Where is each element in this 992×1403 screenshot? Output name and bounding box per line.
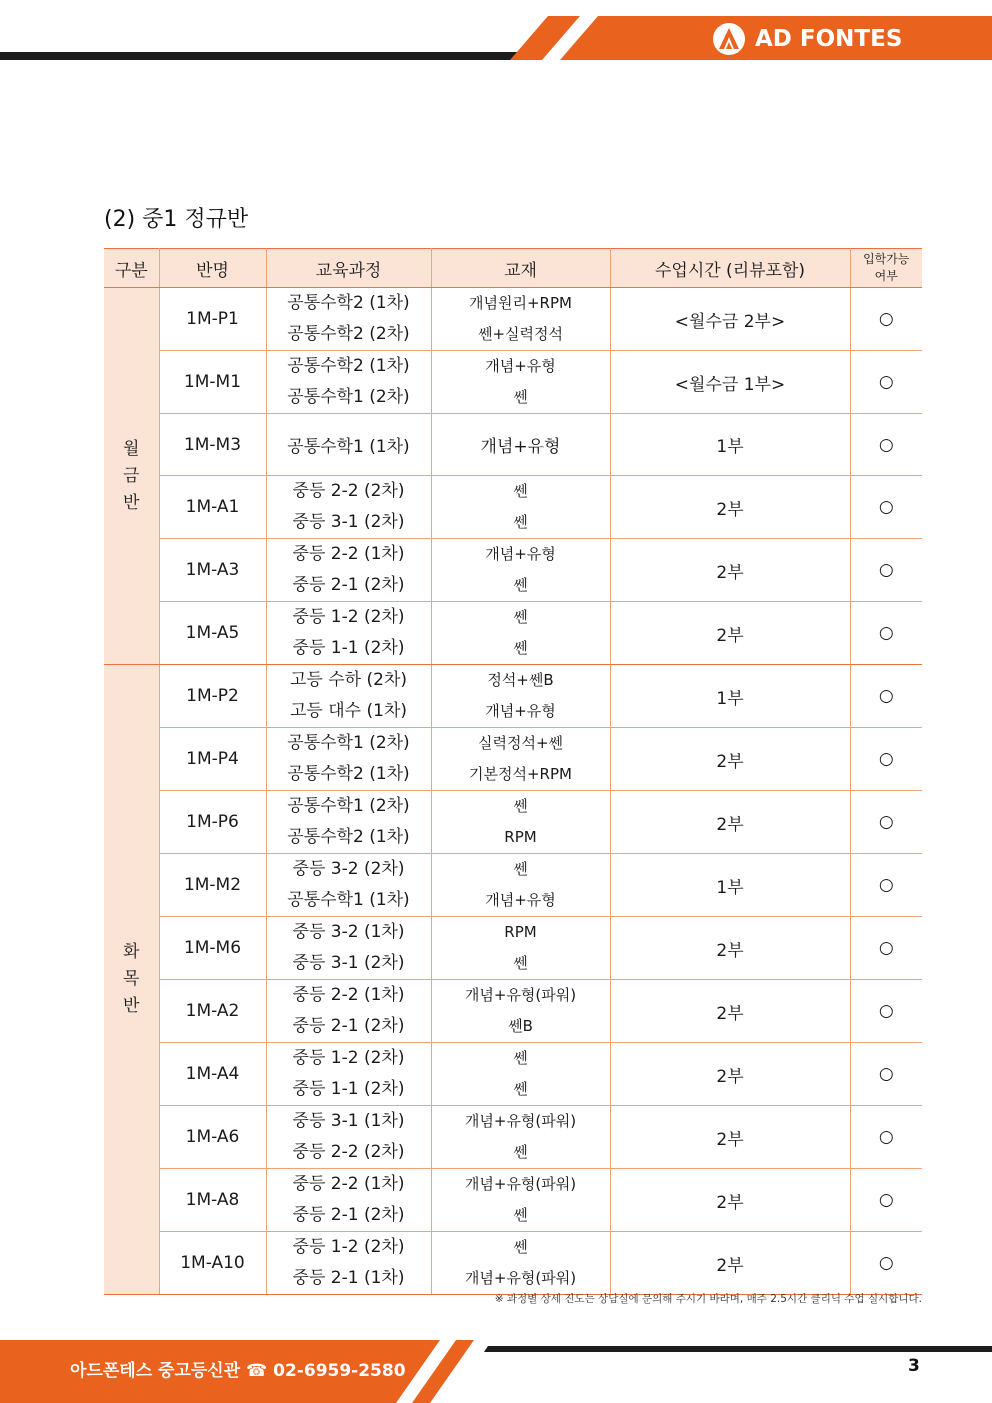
admission-status-cell: ○ <box>850 917 922 980</box>
textbook-cell <box>431 854 610 917</box>
course-line: 공통수학2 (1차) <box>287 293 410 313</box>
class-name-cell: 1M-M2 <box>159 854 266 917</box>
course-cell <box>266 980 431 1043</box>
course-line: 중등 2-2 (1차) <box>292 544 405 564</box>
group-label-char: 목 <box>123 969 140 989</box>
course-cell <box>266 288 431 351</box>
textbook-cell <box>431 351 610 414</box>
header-class-time: 수업시간 (리뷰포함) <box>610 249 850 288</box>
admission-status-cell: ○ <box>850 1043 922 1106</box>
textbook-line: 실력정석+쎈 <box>477 734 564 752</box>
class-name-cell: 1M-A10 <box>159 1232 266 1295</box>
class-time-cell: <월수금 2부> <box>610 288 850 351</box>
table-row <box>104 1232 922 1295</box>
course-line: 고등 수하 (2차) <box>290 670 407 690</box>
textbook-line: 개념+유형(파워) <box>464 1269 577 1287</box>
course-cell <box>266 917 431 980</box>
course-line: 중등 1-2 (2차) <box>292 1237 405 1257</box>
header-admission <box>850 249 922 288</box>
class-name-cell: 1M-A4 <box>159 1043 266 1106</box>
class-name-cell: 1M-A5 <box>159 602 266 665</box>
class-time-cell: 1부 <box>610 414 850 476</box>
textbook-cell <box>431 476 610 539</box>
brand-logo <box>712 22 902 56</box>
class-name-cell: 1M-A2 <box>159 980 266 1043</box>
course-line: 중등 2-1 (1차) <box>292 1268 405 1288</box>
group-label-mon-wed-fri <box>104 288 159 665</box>
course-line: 공통수학1 (1차) <box>287 437 410 457</box>
textbook-cell <box>431 602 610 665</box>
class-name-cell: 1M-M1 <box>159 351 266 414</box>
admission-status-cell: ○ <box>850 1232 922 1295</box>
table-row <box>104 665 922 728</box>
course-line: 중등 3-2 (2차) <box>292 859 405 879</box>
course-line: 고등 대수 (1차) <box>290 701 407 721</box>
table-row <box>104 854 922 917</box>
textbook-line: 쎈 <box>513 388 528 406</box>
textbook-line: 쎈 <box>513 954 528 972</box>
textbook-line: 개념+유형 <box>485 545 556 563</box>
textbook-line: 개념+유형(파워) <box>464 986 577 1004</box>
class-time-cell: 2부 <box>610 728 850 791</box>
class-name-cell: 1M-P4 <box>159 728 266 791</box>
table-row <box>104 539 922 602</box>
textbook-line: 개념+유형(파워) <box>464 1112 577 1130</box>
textbook-line: 쎈 <box>513 513 528 531</box>
section-title: (2) 중1 정규반 <box>104 207 249 232</box>
group-label-char: 화 <box>123 942 140 962</box>
textbook-line: 쎈 <box>513 576 528 594</box>
group-label-char: 금 <box>123 465 140 486</box>
class-name-cell: 1M-A1 <box>159 476 266 539</box>
textbook-cell <box>431 791 610 854</box>
admission-status-cell: ○ <box>850 980 922 1043</box>
course-line: 공통수학2 (1차) <box>287 764 410 784</box>
course-line: 중등 2-1 (2차) <box>292 1205 405 1225</box>
textbook-line: RPM <box>504 828 537 846</box>
course-line: 공통수학2 (2차) <box>287 324 410 344</box>
course-line: 중등 2-2 (1차) <box>292 1174 405 1194</box>
course-line: 공통수학2 (1차) <box>287 356 410 376</box>
course-cell <box>266 665 431 728</box>
course-cell <box>266 1169 431 1232</box>
textbook-line: 쎈 <box>513 608 528 626</box>
group-label-tue-thu <box>104 665 159 1295</box>
textbook-cell <box>431 980 610 1043</box>
textbook-cell <box>431 1043 610 1106</box>
table-row <box>104 728 922 791</box>
admission-status-cell: ○ <box>850 791 922 854</box>
course-cell <box>266 476 431 539</box>
ad-fontes-logo-icon <box>712 22 746 56</box>
course-line: 중등 1-1 (2차) <box>292 1079 405 1099</box>
header-category: 구분 <box>104 249 159 288</box>
course-line: 공통수학2 (1차) <box>287 827 410 847</box>
table-row <box>104 980 922 1043</box>
class-name-cell: 1M-A6 <box>159 1106 266 1169</box>
class-schedule-table <box>104 248 922 1295</box>
class-name-cell: 1M-P1 <box>159 288 266 351</box>
textbook-cell <box>431 288 610 351</box>
course-cell <box>266 351 431 414</box>
course-cell <box>266 414 431 476</box>
class-time-cell: 2부 <box>610 1043 850 1106</box>
table-header-row <box>104 249 922 288</box>
table-row <box>104 791 922 854</box>
textbook-cell <box>431 539 610 602</box>
class-time-cell: 2부 <box>610 602 850 665</box>
course-line: 중등 3-1 (2차) <box>292 512 405 532</box>
course-line: 중등 3-2 (1차) <box>292 922 405 942</box>
admission-status-cell: ○ <box>850 602 922 665</box>
table-row <box>104 476 922 539</box>
class-name-cell: 1M-A8 <box>159 1169 266 1232</box>
table-row <box>104 1169 922 1232</box>
class-time-cell: 2부 <box>610 1232 850 1295</box>
course-cell <box>266 602 431 665</box>
textbook-line: 쎈 <box>513 797 528 815</box>
textbook-line: 쎈 <box>513 1238 528 1256</box>
course-cell <box>266 1232 431 1295</box>
textbook-cell <box>431 728 610 791</box>
textbook-line: 쎈 <box>513 1049 528 1067</box>
textbook-line: 개념+유형(파워) <box>464 1175 577 1193</box>
course-cell <box>266 1106 431 1169</box>
course-line: 중등 1-2 (2차) <box>292 1048 405 1068</box>
class-time-cell: 2부 <box>610 1106 850 1169</box>
admission-status-cell: ○ <box>850 728 922 791</box>
textbook-line: 기본정석+RPM <box>469 765 572 783</box>
course-cell <box>266 728 431 791</box>
course-line: 중등 2-1 (2차) <box>292 575 405 595</box>
textbook-line: 쎈B <box>508 1017 533 1035</box>
header-textbook: 교재 <box>431 249 610 288</box>
header-admission-line1: 입학가능 <box>863 252 910 266</box>
group-label-char: 반 <box>123 996 140 1016</box>
admission-status-cell: ○ <box>850 288 922 351</box>
admission-status-cell: ○ <box>850 414 922 476</box>
textbook-line: 개념+유형 <box>485 357 556 375</box>
textbook-cell <box>431 917 610 980</box>
admission-status-cell: ○ <box>850 665 922 728</box>
course-line: 공통수학1 (2차) <box>287 796 410 816</box>
course-line: 중등 2-1 (2차) <box>292 1016 405 1036</box>
class-time-cell: 2부 <box>610 917 850 980</box>
group-label-char: 반 <box>123 492 140 513</box>
class-time-cell: 2부 <box>610 791 850 854</box>
course-cell <box>266 791 431 854</box>
brand-name: AD FONTES <box>755 26 903 52</box>
page-number: 3 <box>908 1356 920 1376</box>
course-line: 중등 2-2 (1차) <box>292 985 405 1005</box>
table-row <box>104 414 922 476</box>
class-name-cell: 1M-M6 <box>159 917 266 980</box>
textbook-line: RPM <box>504 923 537 941</box>
header-admission-line2: 여부 <box>874 269 898 283</box>
textbook-line: 개념+유형 <box>480 437 561 457</box>
textbook-line: 쎈 <box>513 1143 528 1161</box>
class-time-cell: 2부 <box>610 980 850 1043</box>
class-time-cell: <월수금 1부> <box>610 351 850 414</box>
course-line: 공통수학1 (1차) <box>287 890 410 910</box>
header-course: 교육과정 <box>266 249 431 288</box>
footnote: ※ 과정별 상세 진도는 상담실에 문의해 주시기 바라며, 매주 2.5시간 클리닉 수업 실시합니다. <box>494 1293 922 1305</box>
admission-status-cell: ○ <box>850 539 922 602</box>
class-name-cell: 1M-P2 <box>159 665 266 728</box>
textbook-line: 개념원리+RPM <box>469 294 572 312</box>
textbook-cell <box>431 665 610 728</box>
class-name-cell: 1M-A3 <box>159 539 266 602</box>
course-cell <box>266 1043 431 1106</box>
textbook-line: 개념+유형 <box>485 891 556 909</box>
textbook-line: 개념+유형 <box>485 702 556 720</box>
class-time-cell: 2부 <box>610 539 850 602</box>
table-row <box>104 1106 922 1169</box>
course-cell <box>266 539 431 602</box>
textbook-cell <box>431 1106 610 1169</box>
course-line: 중등 3-1 (2차) <box>292 953 405 973</box>
class-time-cell: 1부 <box>610 665 850 728</box>
table-row <box>104 602 922 665</box>
admission-status-cell: ○ <box>850 1169 922 1232</box>
textbook-line: 정석+쎈B <box>487 671 554 689</box>
table-row <box>104 917 922 980</box>
textbook-line: 쎈 <box>513 482 528 500</box>
textbook-line: 쎈 <box>513 860 528 878</box>
class-name-cell: 1M-P6 <box>159 791 266 854</box>
course-line: 중등 3-1 (1차) <box>292 1111 405 1131</box>
textbook-line: 쎈 <box>513 1080 528 1098</box>
textbook-cell <box>431 1169 610 1232</box>
course-line: 중등 1-2 (2차) <box>292 607 405 627</box>
admission-status-cell: ○ <box>850 476 922 539</box>
textbook-line: 쎈 <box>513 1206 528 1224</box>
admission-status-cell: ○ <box>850 351 922 414</box>
class-name-cell: 1M-M3 <box>159 414 266 476</box>
group-label-char: 월 <box>123 438 140 459</box>
course-line: 중등 1-1 (2차) <box>292 638 405 658</box>
course-line: 공통수학1 (2차) <box>287 387 410 407</box>
textbook-line: 쎈 <box>513 639 528 657</box>
table-row <box>104 1043 922 1106</box>
table-row <box>104 351 922 414</box>
class-time-cell: 2부 <box>610 476 850 539</box>
table-row <box>104 288 922 351</box>
textbook-line: 쎈+실력정석 <box>477 325 564 343</box>
course-line: 중등 2-2 (2차) <box>292 1142 405 1162</box>
textbook-cell <box>431 1232 610 1295</box>
class-time-cell: 1부 <box>610 854 850 917</box>
course-line: 중등 2-2 (2차) <box>292 481 405 501</box>
admission-status-cell: ○ <box>850 854 922 917</box>
class-time-cell: 2부 <box>610 1169 850 1232</box>
header-class-name: 반명 <box>159 249 266 288</box>
admission-status-cell: ○ <box>850 1106 922 1169</box>
footer-contact: 아드폰테스 중고등신관 ☎ 02-6959-2580 <box>70 1361 406 1381</box>
course-cell <box>266 854 431 917</box>
course-line: 공통수학1 (2차) <box>287 733 410 753</box>
textbook-cell <box>431 414 610 476</box>
